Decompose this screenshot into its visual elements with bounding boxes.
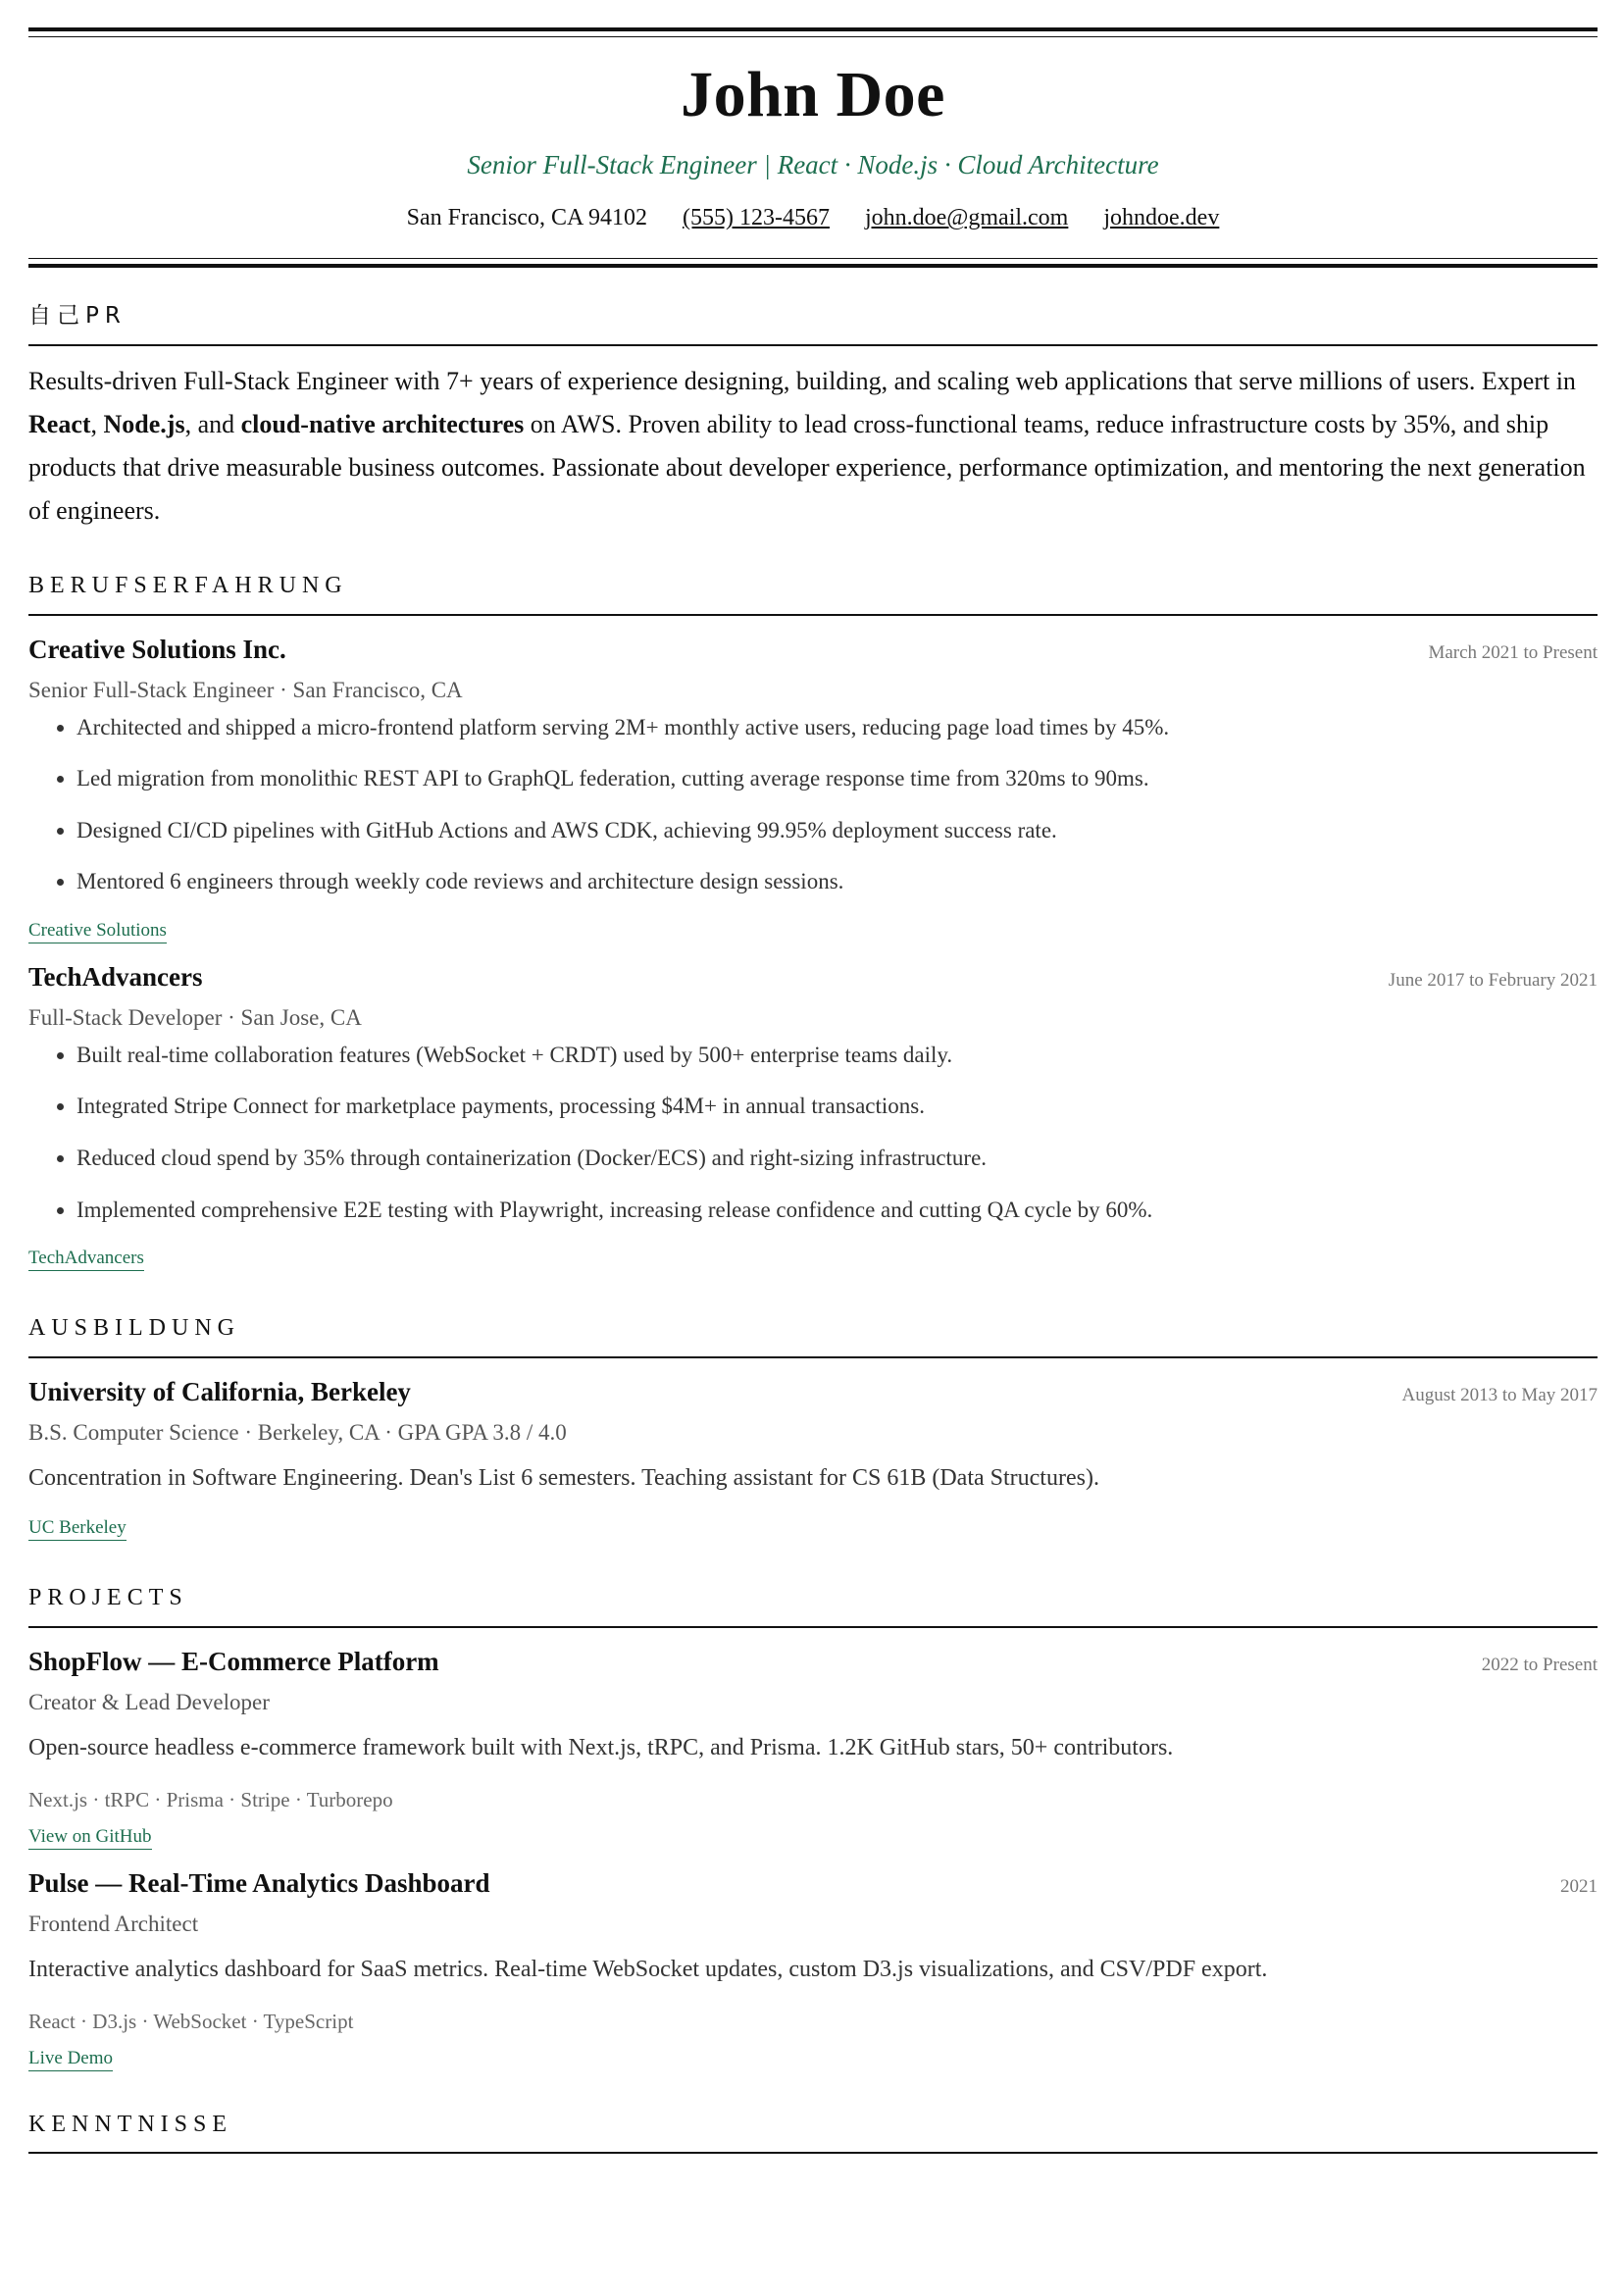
project-dates: 2022 to Present [1481, 1655, 1598, 1676]
experience-entry [28, 634, 1598, 943]
project-role: Creator & Lead Developer [28, 1690, 270, 1715]
achievement-item: • Designed CI/CD pipelines with GitHub Actions and AWS CDK, achieving 99.95% deployment success rate. [76, 817, 1598, 844]
project-tech-stack: Next.js · tRPC · Prisma · Stripe · Turborepo [28, 1787, 393, 1811]
achievement-item: • Architected and shipped a micro-frontend platform serving 2M+ monthly active users, reducing page load times by 45%. [76, 714, 1598, 741]
achievement-item: • Implemented comprehensive E2E testing with Playwright, increasing release confidence and cutting QA cycle by 60%. [76, 1197, 1598, 1224]
company-name: TechAdvancers [28, 961, 203, 992]
project-github-link[interactable]: View on GitHub [28, 1826, 152, 1850]
achievement-item: • Built real-time collaboration features (WebSocket + CRDT) used by 500+ enterprise teams daily. [76, 1042, 1598, 1069]
section-title-summary: 自己PR [28, 303, 1598, 346]
section-title-skills: KENNTNISSE [28, 2111, 1598, 2155]
phone-link[interactable]: (555) 123-4567 [682, 205, 830, 231]
project-description: Interactive analytics dashboard for SaaS metrics. Real-time WebSocket updates, custom D3.js visualizations, and CSV/PDF export. [28, 1956, 1268, 1982]
project-dates: 2021 [1560, 1875, 1598, 1897]
achievement-item: • Led migration from monolithic REST API to GraphQL federation, cutting average response time from 320ms to 90ms. [76, 765, 1598, 792]
education-description: Concentration in Software Engineering. Dean's List 6 semesters. Teaching assistant for CS 61B (Data Structures). [28, 1464, 1099, 1491]
experience-entry [28, 961, 1598, 1271]
achievement-item: • Integrated Stripe Connect for marketplace payments, processing $4M+ in annual transactions. [76, 1093, 1598, 1120]
location-text: San Francisco, CA 94102 [406, 205, 647, 231]
resume-page [28, 0, 1598, 2154]
website-link[interactable]: johndoe.dev [1103, 205, 1220, 231]
summary-skill-cloud: cloud-native architectures [240, 409, 525, 438]
header-top-rule [28, 0, 1598, 37]
project-demo-link[interactable]: Live Demo [28, 2048, 113, 2071]
summary-paragraph: Results-driven Full-Stack Engineer with 7+ years of experience designing, building, and scaling web applications that serve millions of users. Expert in React, Node.js, and cloud-native architectures on AWS. Proven ability to lead cross-functional teams, reduce infrastructure costs by 35%, and ship products that drive measurable business outcomes. Passionate about developer experience, performance optimization, and mentoring the next generation of engineers. [28, 366, 1586, 525]
summary-skill-react: React [28, 409, 91, 438]
candidate-name: John Doe [681, 59, 945, 130]
school-name: University of California, Berkeley [28, 1376, 411, 1406]
header-bottom-rule [28, 258, 1598, 268]
section-title-projects: PROJECTS [28, 1584, 1598, 1628]
summary-skill-node: Node.js [103, 409, 185, 438]
education-entry [28, 1376, 1598, 1542]
project-role: Frontend Architect [28, 1912, 199, 1937]
company-link[interactable]: TechAdvancers [28, 1248, 144, 1271]
achievement-item: • Reduced cloud spend by 35% through containerization (Docker/ECS) and right-sizing infrastructure. [76, 1145, 1598, 1172]
job-role: Senior Full-Stack Engineer · San Francisco, CA [28, 677, 463, 702]
section-title-experience: BERUFSERFAHRUNG [28, 572, 1598, 616]
school-link[interactable]: UC Berkeley [28, 1517, 127, 1541]
project-entry [28, 1646, 1598, 1850]
education-dates: August 2013 to May 2017 [1401, 1384, 1598, 1405]
project-name: Pulse — Real-Time Analytics Dashboard [28, 1867, 490, 1898]
headline-tagline: Senior Full-Stack Engineer | React · Node.js · Cloud Architecture [467, 150, 1159, 179]
email-link[interactable]: john.doe@gmail.com [864, 205, 1069, 231]
section-title-education: AUSBILDUNG [28, 1314, 1598, 1358]
project-entry [28, 1867, 1598, 2071]
achievement-list [28, 714, 1598, 895]
achievement-item: • Mentored 6 engineers through weekly code reviews and architecture design sessions. [76, 868, 1598, 895]
employment-dates: March 2021 to Present [1428, 641, 1598, 663]
project-name: ShopFlow — E-Commerce Platform [28, 1647, 439, 1677]
project-tech-stack: React · D3.js · WebSocket · TypeScript [28, 2009, 354, 2033]
company-link[interactable]: Creative Solutions [28, 920, 167, 943]
employment-dates: June 2017 to February 2021 [1388, 969, 1598, 991]
job-role: Full-Stack Developer · San Jose, CA [28, 1005, 362, 1031]
degree-info: B.S. Computer Science · Berkeley, CA · GPA GPA 3.8 / 4.0 [28, 1420, 567, 1446]
project-description: Open-source headless e-commerce framework built with Next.js, tRPC, and Prisma. 1.2K GitHub stars, 50+ contributors. [28, 1735, 1174, 1761]
contact-line [28, 204, 1598, 232]
achievement-list [28, 1042, 1598, 1223]
company-name: Creative Solutions Inc. [28, 634, 286, 664]
